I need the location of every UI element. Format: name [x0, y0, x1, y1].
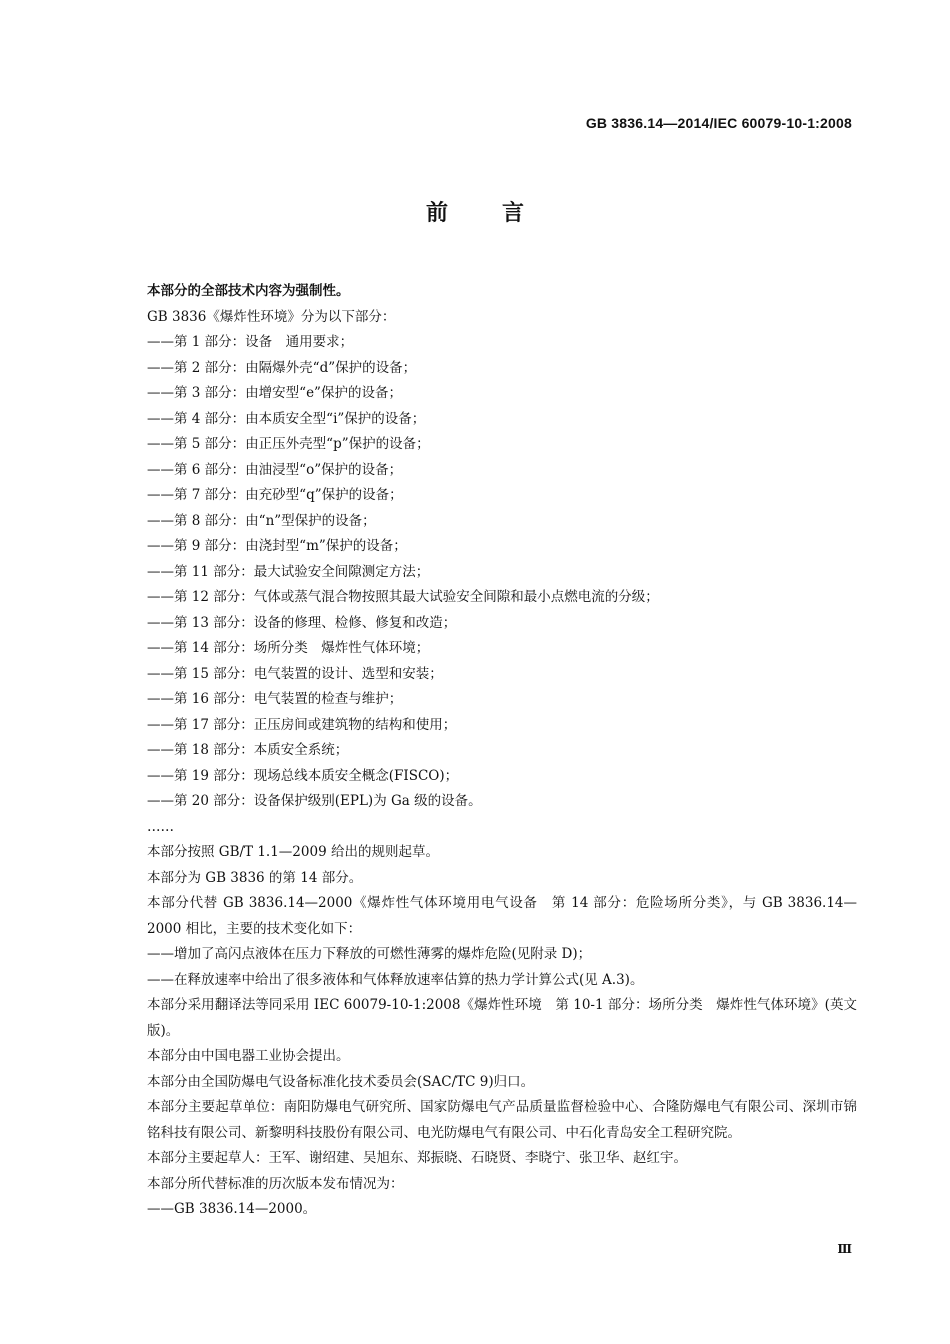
mandatory-statement: 本部分的全部技术内容为强制性。 [147, 283, 350, 299]
adoption-paragraph: 本部分采用翻译法等同采用 IEC 60079-10-1:2008《爆炸性环境 第 10-1 部分：场所分类 爆炸性气体环境》(英文版)。 [147, 997, 857, 1039]
foreword-body [115, 279, 857, 1223]
list-item: ——第 1 部分：设备 通用要求； [147, 334, 354, 350]
history-item: ——GB 3836.14—2000。 [147, 1201, 317, 1217]
list-item: ——第 8 部分：由“n”型保护的设备； [147, 512, 376, 529]
list-item: ——第 13 部分：设备的修理、检修、修复和改造； [147, 614, 457, 631]
drafting-rule: 本部分按照 GB/T 1.1—2009 给出的规则起草。 [147, 844, 439, 860]
parts-list [115, 330, 857, 815]
list-item: ——第 2 部分：由隔爆外壳“d”保护的设备； [147, 359, 417, 376]
list-item: ——第 11 部分：最大试验安全间隙测定方法； [147, 563, 430, 580]
series-intro: GB 3836《爆炸性环境》分为以下部分： [147, 308, 396, 325]
list-item: ——第 3 部分：由增安型“e”保护的设备； [147, 385, 402, 401]
list-item: ——第 18 部分：本质安全系统； [147, 742, 349, 758]
list-item: ——第 20 部分：设备保护级别(EPL)为 Ga 级的设备。 [147, 793, 482, 809]
change-item: ——增加了高闪点液体在压力下释放的可燃性薄雾的爆炸危险(见附录 D)； [147, 946, 592, 962]
drafters: 本部分主要起草人：王军、谢绍建、吴旭东、郑振晓、石晓贤、李晓宁、张卫华、赵红宇。 [147, 1150, 687, 1166]
list-item: ——第 17 部分：正压房间或建筑物的结构和使用； [147, 716, 457, 733]
standard-code-header: GB 3836.14—2014/IEC 60079-10-1:2008 [585, 115, 852, 131]
list-item: ——第 6 部分：由油浸型“o”保护的设备； [147, 461, 403, 478]
list-item: ——第 12 部分：气体或蒸气混合物按照其最大试验安全间隙和最小点燃电流的分级； [147, 589, 659, 605]
change-item: ——在释放速率中给出了很多液体和气体释放速率估算的热力学计算公式(见 A.3)。 [147, 971, 644, 988]
list-item: ——第 5 部分：由正压外壳型“p”保护的设备； [147, 436, 430, 452]
list-item: ——第 15 部分：电气装置的设计、选型和安装； [147, 665, 443, 682]
list-item: ——第 9 部分：由浇封型“m”保护的设备； [147, 538, 407, 554]
list-item: ——第 16 部分：电气装置的检查与维护； [147, 691, 403, 707]
list-item: ——第 4 部分：由本质安全型“i”保护的设备； [147, 410, 426, 427]
history-intro: 本部分所代替标准的历次版本发布情况为： [147, 1175, 404, 1192]
centralized-by: 本部分由全国防爆电气设备标准化技术委员会(SAC/TC 9)归口。 [147, 1073, 535, 1090]
list-item: ——第 7 部分：由充砂型“q”保护的设备； [147, 487, 403, 503]
proposed-by: 本部分由中国电器工业协会提出。 [147, 1048, 350, 1064]
replaces-paragraph: 本部分代替 GB 3836.14—2000《爆炸性气体环境用电气设备 第 14 部分：危险场所分类》，与 GB 3836.14—2000 相比，主要的技术变化如下： [147, 895, 857, 937]
drafting-units: 本部分主要起草单位：南阳防爆电气研究所、国家防爆电气产品质量监督检验中心、合隆防爆电气有限公司、深圳市锦铭科技有限公司、新黎明科技股份有限公司、电光防爆电气有限公司、中石化青岛安全工程研究院。 [147, 1099, 857, 1141]
part-of-statement: 本部分为 GB 3836 的第 14 部分。 [147, 869, 363, 886]
ellipsis: …… [147, 818, 174, 835]
list-item: ——第 19 部分：现场总线本质安全概念(FISCO)； [147, 767, 459, 784]
list-item: ——第 14 部分：场所分类 爆炸性气体环境； [147, 640, 430, 656]
page-title: 前言 [425, 201, 578, 226]
page-number: Ⅲ [837, 1242, 852, 1256]
